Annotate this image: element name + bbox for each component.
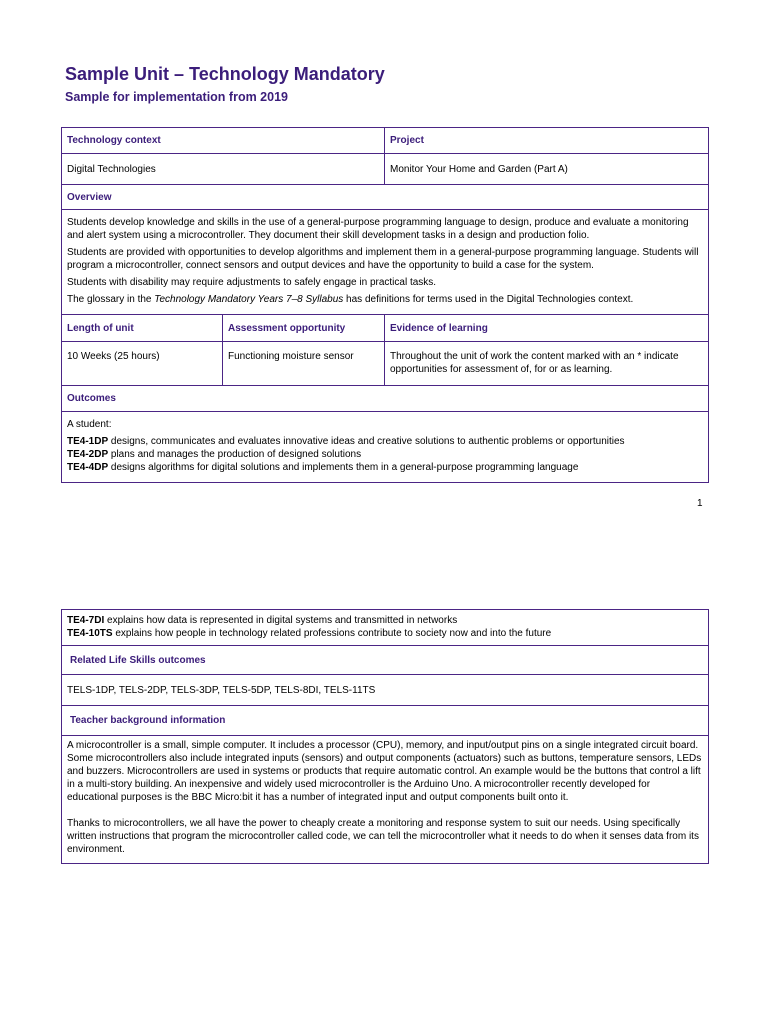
outcome-code: TE4-2DP [67, 449, 109, 460]
outcome-item: TE4-4DP designs algorithms for digital solutions and implements them in a general-purpose programming language [67, 462, 579, 473]
assessment-opportunity-header: Assessment opportunity [223, 315, 385, 342]
syllabus-title: Technology Mandatory Years 7–8 Syllabus [154, 294, 344, 305]
evidence-of-learning-value: Throughout the unit of work the content marked with an * indicate opportunities for assessment of, for or as learning. [385, 342, 709, 386]
outcome-code: TE4-7DI [67, 615, 105, 626]
outcome-item: TE4-7DI explains how data is represented in digital systems and transmitted in networks [67, 615, 458, 626]
project-header: Project [385, 128, 709, 154]
teacher-background-content [62, 736, 709, 864]
assessment-opportunity-value: Functioning moisture sensor [223, 342, 385, 386]
outcomes-continued [62, 610, 709, 646]
technology-context-header: Technology context [62, 128, 385, 154]
page-number: 1 [697, 498, 703, 509]
outcomes-content [62, 412, 709, 483]
life-skills-header: Related Life Skills outcomes [62, 646, 709, 675]
overview-header: Overview [62, 185, 709, 210]
project-value: Monitor Your Home and Garden (Part A) [385, 154, 709, 185]
outcomes-header: Outcomes [62, 386, 709, 412]
overview-paragraph: Students are provided with opportunities to develop algorithms and implement them in a general-purpose programming language. Students will program a microcontroller, connect sensors and output devices and have the opportunity to build a case for the system. [67, 247, 699, 271]
life-skills-value: TELS-1DP, TELS-2DP, TELS-3DP, TELS-5DP, TELS-8DI, TELS-11TS [62, 675, 709, 706]
page-title: Sample Unit – Technology Mandatory [65, 64, 385, 84]
overview-content [62, 210, 709, 315]
unit-overview-table [61, 127, 709, 483]
unit-details-table [61, 609, 709, 864]
outcome-item: TE4-2DP plans and manages the production of designed solutions [67, 449, 362, 460]
teacher-background-header: Teacher background information [62, 706, 709, 736]
teacher-background-paragraph: A microcontroller is a small, simple computer. It includes a processor (CPU), memory, and input/output pins on a single integrated circuit board. Some microcontrollers also include integrated inputs (sensors) and output components (actuators) such as buttons, temperature sensors, LEDs and buzzers. Microcontrollers are used in systems or products that require automatic control. An example would be the buttons that control a lift in a multi-story building. An inexpensive and widely used microcontroller is the Arduino Uno. A microcontroller recently developed for educational purposes is the BBC Micro:bit it has a number of integrated input and output components built onto it. [67, 740, 702, 803]
length-of-unit-header: Length of unit [62, 315, 223, 342]
outcome-code: TE4-10TS [67, 628, 113, 639]
overview-paragraph: Students develop knowledge and skills in the use of a general-purpose programming language to design, produce and evaluate a monitoring and alert system using a microcontroller. They document their skill development tasks in a design and production folio. [67, 217, 689, 241]
outcome-code: TE4-1DP [67, 436, 109, 447]
overview-paragraph: Students with disability may require adjustments to safely engage in practical tasks. [67, 277, 437, 288]
outcome-item: TE4-1DP designs, communicates and evaluates innovative ideas and creative solutions to authentic problems or opportunities [67, 436, 625, 447]
outcome-code: TE4-4DP [67, 462, 109, 473]
overview-glossary-paragraph: The glossary in the Technology Mandatory Years 7–8 Syllabus has definitions for terms used in the Digital Technologies context. [67, 294, 634, 305]
technology-context-value: Digital Technologies [62, 154, 385, 185]
evidence-of-learning-header: Evidence of learning [385, 315, 709, 342]
page-subtitle: Sample for implementation from 2019 [65, 90, 288, 104]
teacher-background-paragraph: Thanks to microcontrollers, we all have the power to cheaply create a monitoring and response system to suit our needs. Using specifically written instructions that program the microcontroller called code, we can tell the microcontroller what it needs to do when it senses data from its environment. [67, 818, 699, 855]
length-of-unit-value: 10 Weeks (25 hours) [62, 342, 223, 386]
outcomes-intro: A student: [67, 419, 112, 430]
outcome-item: TE4-10TS explains how people in technology related professions contribute to society now and into the future [67, 628, 552, 639]
